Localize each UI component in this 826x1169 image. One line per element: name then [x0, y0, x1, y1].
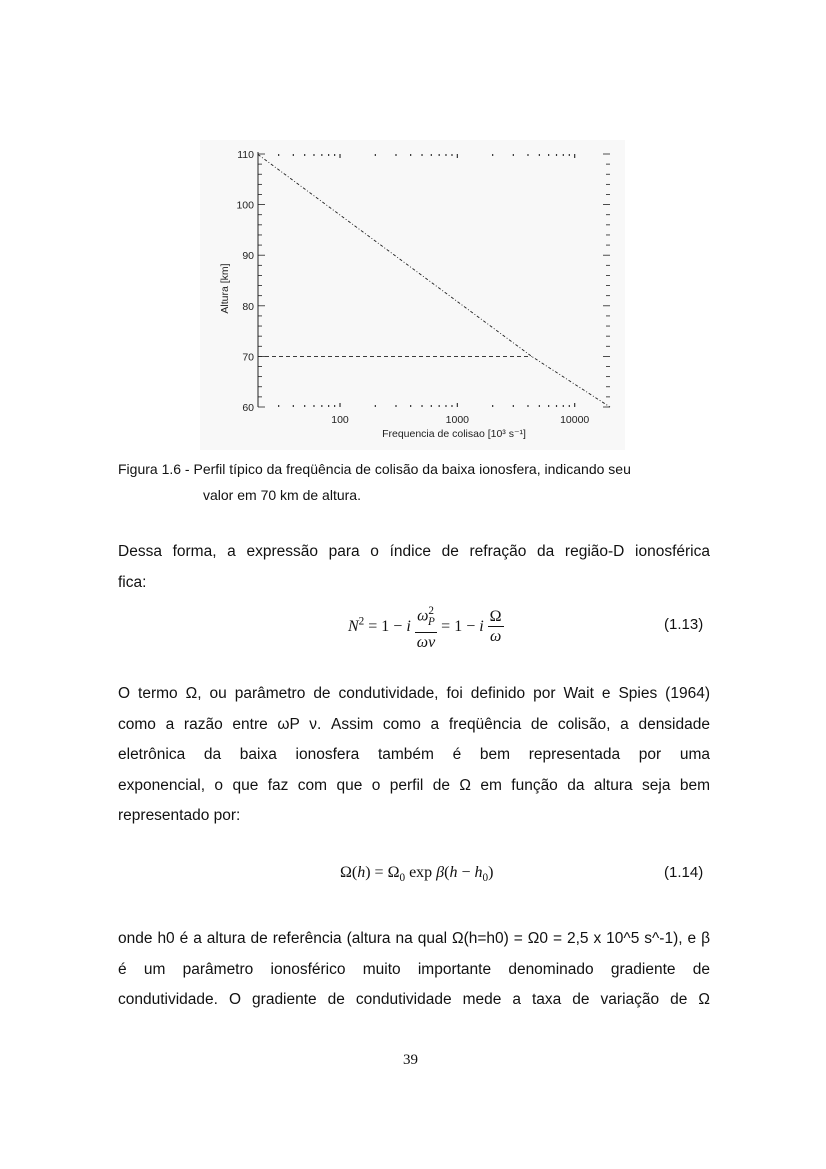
series-line-1 — [258, 155, 610, 407]
x-axis-label: Frequencia de colisao [10³ s⁻¹] — [382, 428, 526, 440]
equation-1-13: $N^2 = 1 - i$ $\frac{\omega^2_P}{\omega\nu}$ = 1 − i $\frac{\Omega}{\omega}$ — [348, 602, 504, 653]
y-tick-label: 90 — [242, 250, 254, 263]
paragraph-3-line-3: condutividade. O gradiente de condutividade mede a taxa de variação de Ω — [118, 991, 710, 1008]
equation-1-13-number: (1.13) — [664, 616, 704, 633]
x-tick-label: 10000 — [560, 414, 590, 426]
y-tick-label: 80 — [242, 300, 254, 313]
caption-label: Figura 1.6 - — [118, 461, 190, 477]
paragraph-3 — [118, 924, 710, 1016]
figure-caption — [118, 456, 631, 482]
caption-line-1: Perfil típico da freqüência de colisão da baixa ionosfera, indicando seu — [193, 461, 631, 477]
paragraph-2 — [118, 679, 710, 832]
y-tick-label: 60 — [242, 402, 254, 414]
equation-1-14: $\Omega(h) = \Omega_0$ $\exp \beta(h - h_0)$ — [340, 864, 494, 885]
paragraph-3-line-1: onde h0 é a altura de referência (altura na qual Ω(h=h0) = Ω0 = 2,5 x 10^5 s^-1), e β — [118, 930, 710, 947]
paragraph-1-line-1: Dessa forma, a expressão para o índice de refração da região-D ionosférica — [118, 543, 710, 560]
y-axis-label: Altura [km] — [219, 263, 231, 314]
paragraph-2-line-3: eletrônica da baixa ionosfera também é bem representada por uma — [118, 746, 710, 763]
caption-line-2: valor em 70 km de altura. — [203, 487, 361, 503]
y-tick-label: 70 — [242, 351, 254, 364]
equation-1-14-number: (1.14) — [664, 864, 704, 881]
paragraph-1 — [118, 537, 710, 598]
y-tick-label: 100 — [236, 199, 254, 212]
page-number: 39 — [403, 1052, 418, 1068]
x-tick-label: 1000 — [445, 414, 470, 426]
paragraph-2-line-1: O termo Ω, ou parâmetro de condutividade, foi definido por Wait e Spies (1964) — [118, 685, 710, 702]
paragraph-2-line-5: representado por: — [118, 807, 241, 824]
paragraph-2-line-4: exponencial, o que faz com que o perfil de Ω em função da altura seja bem — [118, 776, 710, 794]
paragraph-3-line-2: é um parâmetro ionosférico muito importante denominado gradiente de — [118, 960, 710, 978]
paragraph-2-line-2: como a razão entre ωP ν. Assim como a freqüência de colisão, a densidade — [118, 715, 710, 733]
figure — [200, 140, 625, 450]
collision-frequency-chart — [200, 140, 625, 450]
y-tick-label: 110 — [237, 149, 254, 161]
paragraph-1-line-2: fica: — [118, 573, 147, 591]
x-tick-label: 100 — [331, 414, 349, 426]
